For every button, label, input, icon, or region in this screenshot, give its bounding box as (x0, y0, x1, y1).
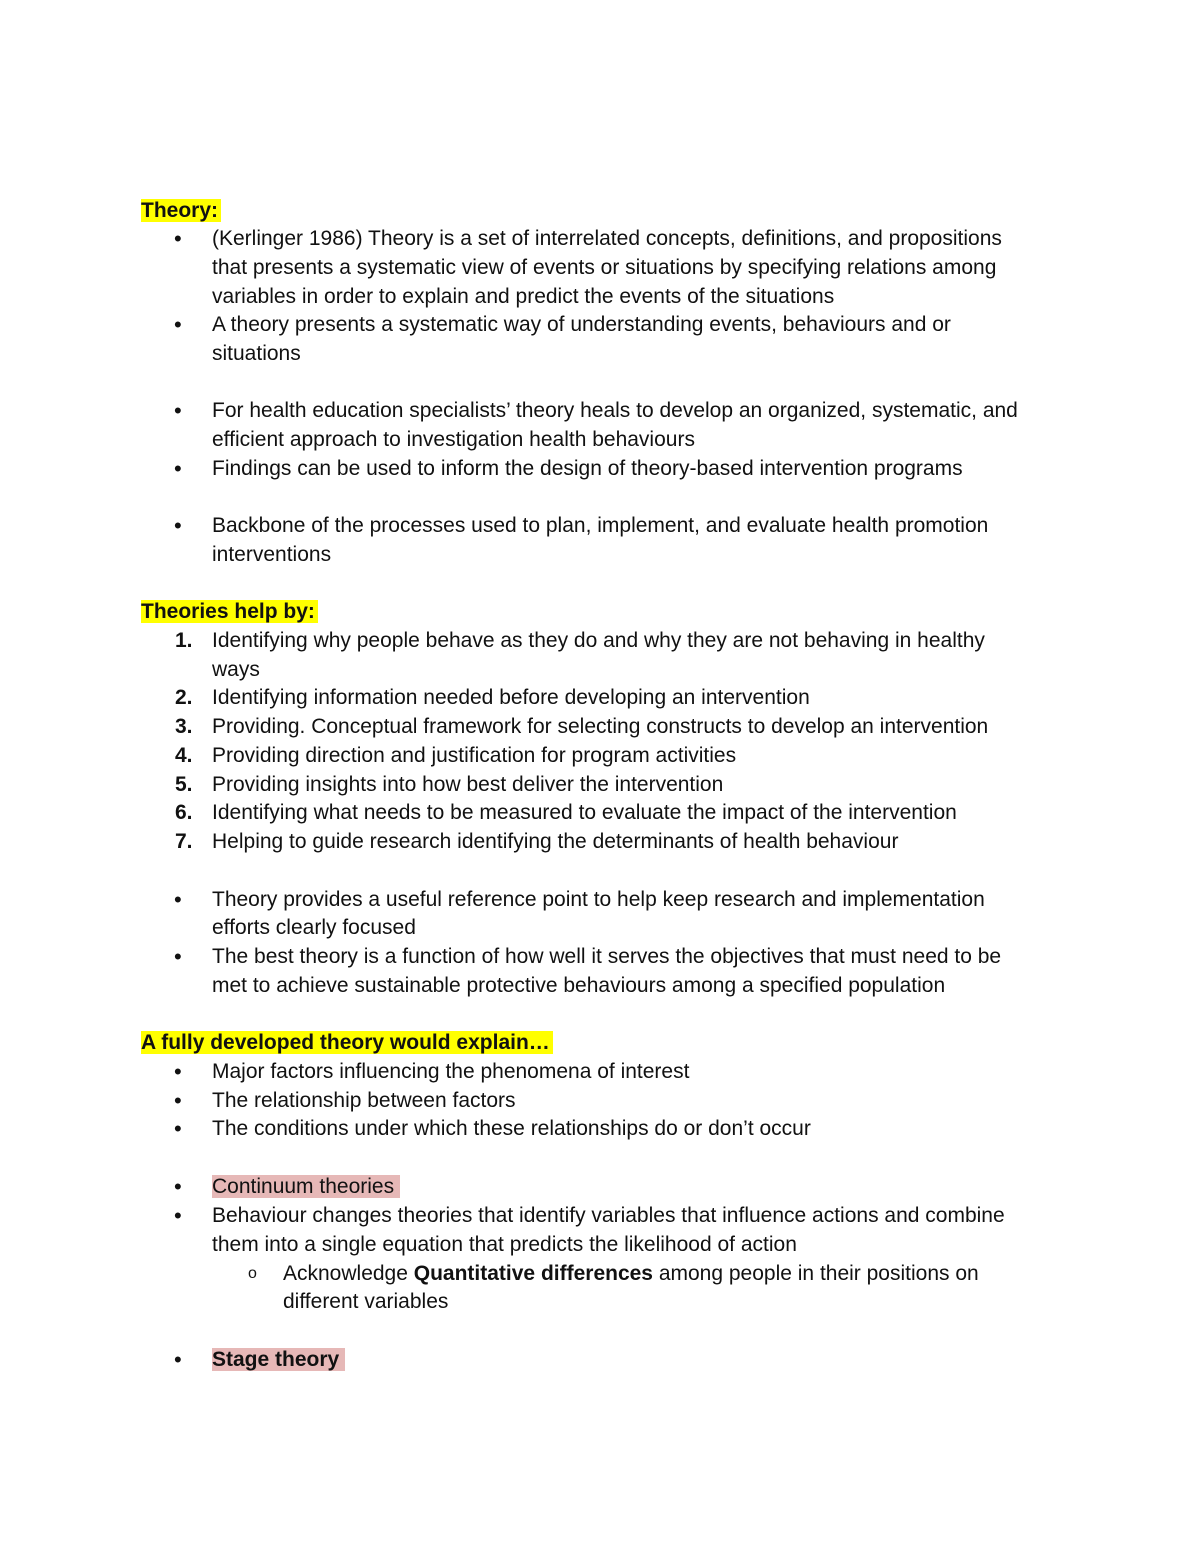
numbered-item-line: Identifying why people behave as they do and why they are not behaving in healthy (212, 629, 985, 652)
list-item-line: that presents a systematic view of events or situations by specifying relations among (212, 256, 997, 279)
list-number: 1. (175, 629, 193, 652)
list-item-line: Theory provides a useful reference point to help keep research and implementation (212, 888, 985, 911)
list-item-line: variables in order to explain and predict the events of the situations (212, 285, 835, 308)
heading-text: Theories help by: (141, 600, 318, 623)
heading-text: Theory: (141, 199, 221, 222)
list-number: 7. (175, 830, 193, 853)
numbered-item-line: Providing insights into how best deliver the intervention (212, 773, 724, 796)
list-item-line: The conditions under which these relationships do or don’t occur (212, 1117, 811, 1140)
list-number: 5. (175, 773, 193, 796)
list-item-line: The best theory is a function of how well it serves the objectives that must need to be (212, 945, 1002, 968)
section-heading-fully-developed (141, 1028, 553, 1057)
highlighted-term: Continuum theories (212, 1175, 400, 1198)
list-number: 4. (175, 744, 193, 767)
bullet-icon: • (174, 1203, 182, 1228)
bullet-icon: • (174, 513, 182, 538)
list-item-line: Behaviour changes theories that identify variables that influence actions and combine (212, 1204, 1005, 1227)
bullet-icon: • (174, 226, 182, 251)
bullet-icon: • (174, 1088, 182, 1113)
numbered-item-line: Helping to guide research identifying the determinants of health behaviour (212, 830, 899, 853)
sub-list-item-line: different variables (283, 1290, 449, 1313)
list-item-line: A theory presents a systematic way of understanding events, behaviours and or (212, 313, 951, 336)
list-item-line: met to achieve sustainable protective behaviours among a specified population (212, 974, 946, 997)
bullet-icon: • (174, 398, 182, 423)
numbered-item-line: ways (212, 658, 260, 681)
numbered-item-line: Providing direction and justification for program activities (212, 744, 737, 767)
list-item-line: Findings can be used to inform the design of theory-based intervention programs (212, 457, 963, 480)
heading-text: A fully developed theory would explain… (141, 1031, 553, 1054)
bullet-icon: • (174, 887, 182, 912)
section-heading-theory (141, 196, 221, 225)
sub-list-item-line (283, 1259, 979, 1288)
list-number: 6. (175, 801, 193, 824)
hollow-bullet-icon: o (248, 1265, 257, 1282)
bullet-icon: • (174, 1174, 182, 1199)
list-number: 3. (175, 715, 193, 738)
bullet-icon: • (174, 456, 182, 481)
list-item-line: situations (212, 342, 301, 365)
list-number: 2. (175, 686, 193, 709)
highlighted-term: Stage theory (212, 1348, 345, 1371)
numbered-item-line: Providing. Conceptual framework for selecting constructs to develop an intervention (212, 715, 989, 738)
bullet-icon: • (174, 1059, 182, 1084)
continuum-theories-label (212, 1172, 400, 1201)
bullet-icon: • (174, 312, 182, 337)
bullet-icon: • (174, 1347, 182, 1372)
list-item-line: (Kerlinger 1986) Theory is a set of interrelated concepts, definitions, and propositions (212, 227, 1002, 250)
numbered-item-line: Identifying what needs to be measured to evaluate the impact of the intervention (212, 801, 957, 824)
list-item-line: For health education specialists’ theory heals to develop an organized, systematic, and (212, 399, 1018, 422)
list-item-line: efficient approach to investigation health behaviours (212, 428, 695, 451)
list-item-line: efforts clearly focused (212, 916, 416, 939)
stage-theory-label (212, 1345, 345, 1374)
list-item-line: interventions (212, 543, 332, 566)
list-item-line: them into a single equation that predicts the likelihood of action (212, 1233, 797, 1256)
bullet-icon: • (174, 1116, 182, 1141)
sub-item-suffix: among people in their positions on (652, 1262, 979, 1285)
list-item-line: The relationship between factors (212, 1089, 516, 1112)
sub-item-bold-term: Quantitative differences (413, 1262, 653, 1285)
list-item-line: Major factors influencing the phenomena of interest (212, 1060, 690, 1083)
sub-item-prefix: Acknowledge (283, 1262, 414, 1285)
section-heading-theories-help (141, 597, 318, 626)
numbered-item-line: Identifying information needed before developing an intervention (212, 686, 810, 709)
list-item-line: Backbone of the processes used to plan, implement, and evaluate health promotion (212, 514, 989, 537)
bullet-icon: • (174, 944, 182, 969)
